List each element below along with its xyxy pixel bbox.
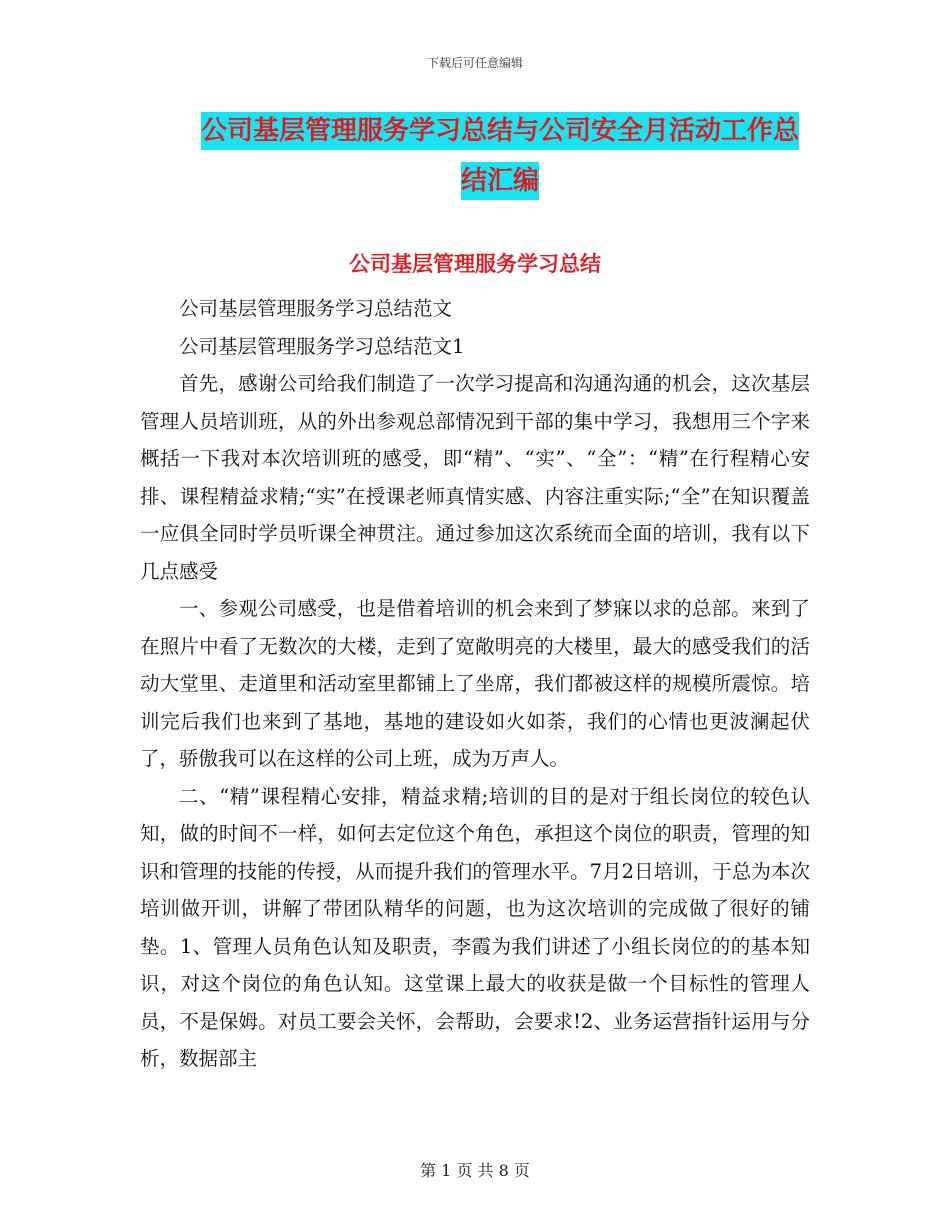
document-title-line-1: 公司基层管理服务学习总结与公司安全月活动工作总: [201, 112, 799, 150]
header-note: 下载后可任意编辑: [426, 56, 523, 70]
paragraph: 公司基层管理服务学习总结范文1: [179, 334, 465, 358]
document-title-line-2: 结汇编: [461, 162, 539, 200]
document-body: [140, 290, 810, 1078]
document-title: [140, 106, 860, 206]
paragraph: 一、参观公司感受，也是借着培训的机会来到了梦寐以求的总部。来到了在照片中看了无数次的大楼，走到了宽敞明亮的大楼里，最大的感受我们的活动大堂里、走道里和活动室里都铺上了坐席，我们都被这样的规模所震惊。培训完后我们也来到了基地，基地的建设如火如荼，我们的心情也更波澜起伏了，骄傲我可以在这样的公司上班，成为万声人。: [140, 597, 810, 770]
paragraph: 二、“精”课程精心安排，精益求精;培训的目的是对于组长岗位的较色认知，做的时间不一样，如何去定位这个角色，承担这个岗位的职责，管理的知识和管理的技能的传授，从而提升我们的管理水平。7月2日培训，于总为本次培训做开训，讲解了带团队精华的问题，也为这次培训的完成做了很好的铺垫。1、管理人员角色认知及职责，李霞为我们讲述了小组长岗位的的基本知识，对这个岗位的角色认知。这堂课上最大的收获是做一个目标性的管理人员，不是保姆。对员工要会关怀，会帮助，会要求!2、业务运营指针运用与分析，数据部主: [140, 784, 810, 1070]
page-footer: 第 1 页 共 8 页: [420, 1161, 530, 1180]
paragraph: 首先，感谢公司给我们制造了一次学习提高和沟通沟通的机会，这次基层管理人员培训班，从的外出参观总部情况到干部的集中学习，我想用三个字来概括一下我对本次培训班的感受，即“精”、“实”、“全”：“精”在行程精心安排、课程精益求精;“实”在授课老师真情实感、内容注重实际;“全”在知识覆盖一应俱全同时学员听课全神贯注。通过参加这次系统而全面的培训，我有以下几点感受: [140, 372, 810, 583]
section-title: 公司基层管理服务学习总结: [349, 252, 601, 276]
paragraph: 公司基层管理服务学习总结范文: [179, 297, 453, 320]
